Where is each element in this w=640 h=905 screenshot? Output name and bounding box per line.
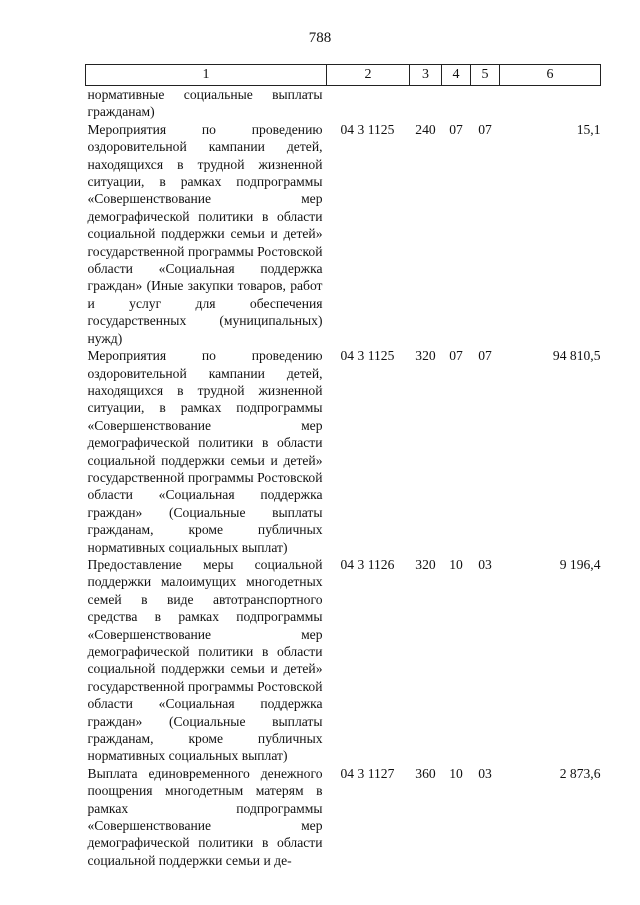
row-description: Мероприятия по проведению оздоровительной кампании детей, находящихся в трудной жизненной ситуации, в рамках подпрограммы «Совершенствование мер демографической политики в области социальной поддержки семьи и детей» государственной программы Ростовской области «Социальная поддержка граждан» (Иные закупки товаров, работ и услуг для обеспечения государственных (муниципальных) нужд) <box>87 121 323 346</box>
row-amount: 15,1 <box>576 121 601 137</box>
row-section: 07 <box>449 348 463 364</box>
column-header-name: 1 <box>86 65 327 86</box>
row-target-code: 04 3 1125 <box>340 121 395 137</box>
table-row <box>86 765 601 869</box>
table-row <box>86 121 601 347</box>
row-target-code: 04 3 1126 <box>340 556 395 572</box>
row-subsection: 03 <box>478 556 492 572</box>
table-row <box>86 347 601 556</box>
row-amount: 2 873,6 <box>559 765 601 781</box>
row-description: Выплата единовременного денежного поощрения многодетным матерям в рамках подпрограммы «Совершенствование мер демографической политики в области социальной поддержки семьи и де- <box>87 765 323 868</box>
row-amount: 9 196,4 <box>559 556 601 572</box>
row-expense-type: 320 <box>415 348 436 364</box>
column-header-vr: 3 <box>410 65 442 86</box>
page-number: 788 <box>308 30 332 46</box>
table-row-continuation <box>86 86 601 121</box>
column-header-code: 2 <box>327 65 410 86</box>
row-expense-type: 240 <box>415 121 436 137</box>
row-description: Предоставление меры социальной поддержки малоимущих многодетных семей в виде автотранспортного средства в рамках подпрограммы «Совершенствование мер демографической политики в области социальной поддержки семьи и детей» государственной программы Ростовской области «Социальная поддержка граждан» (Социальные выплаты гражданам, кроме публичных нормативных социальных выплат) <box>87 556 323 764</box>
row-amount: 94 810,5 <box>552 348 601 364</box>
row-subsection: 03 <box>478 765 492 781</box>
row-subsection: 07 <box>478 348 492 364</box>
row-expense-type: 320 <box>415 556 436 572</box>
column-header-subsection: 5 <box>471 65 500 86</box>
row-section: 07 <box>449 121 463 137</box>
table-header <box>86 65 601 86</box>
column-header-amount: 6 <box>500 65 601 86</box>
table-row <box>86 556 601 765</box>
budget-table <box>85 64 601 869</box>
row-expense-type: 360 <box>415 765 436 781</box>
row-target-code: 04 3 1127 <box>340 765 395 781</box>
row-section: 10 <box>449 556 463 572</box>
column-header-section: 4 <box>442 65 471 86</box>
row-section: 10 <box>449 765 463 781</box>
row-description: нормативные социальные выплаты гражданам) <box>87 87 323 120</box>
row-description: Мероприятия по проведению оздоровительной кампании детей, находящихся в трудной жизненной ситуации, в рамках подпрограммы «Совершенствование мер демографической политики в области социальной поддержки семьи и детей» государственной программы Ростовской области «Социальная поддержка граждан» (Социальные выплаты гражданам, кроме публичных нормативных социальных выплат) <box>87 348 323 555</box>
row-subsection: 07 <box>478 121 492 137</box>
row-target-code: 04 3 1125 <box>340 348 395 364</box>
